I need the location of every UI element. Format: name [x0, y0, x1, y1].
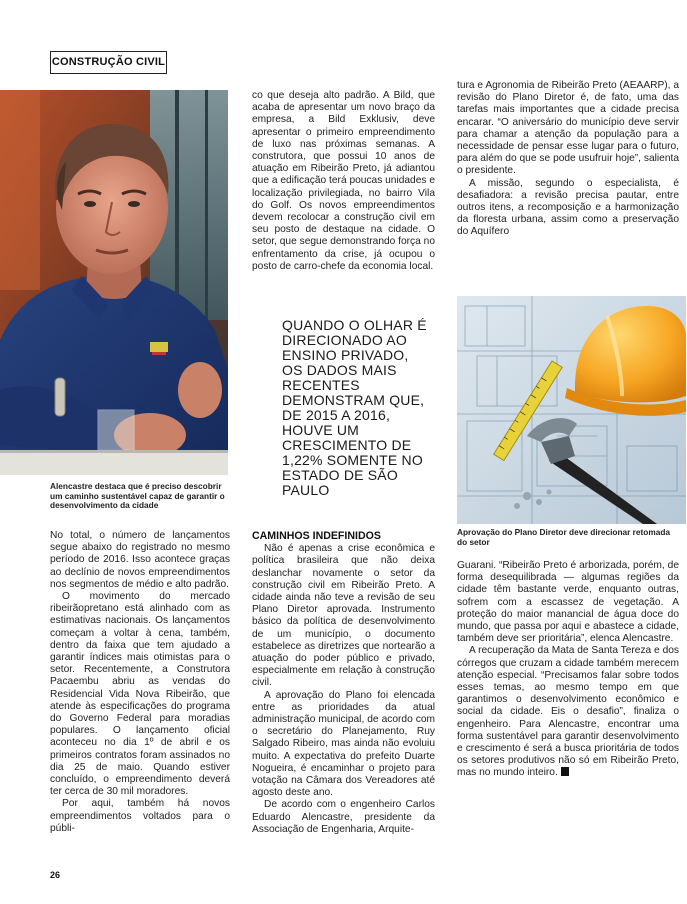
end-of-article-icon	[561, 767, 569, 776]
pull-quote: QUANDO O OLHAR É DIRECIONADO AO ENSINO PRIVADO, OS DADOS MAIS RECENTES DEMONSTRAM QUE, DE 2015 A 2016, HOUVE UM CRESCIMENTO DE 1,22% SOMENTE NO ESTADO DE SÃO PAULO	[282, 317, 427, 498]
paragraph: O movimento do mercado ribeirãopretano está alinhado com as estimativas nacionais. Os lançamentos começam a voltar à cena, também, dentro da faixa que tem ajudado a garantir índices mais otimistas para o setor. Recentemente, a Construtora Pacaembu abriu as vendas do Residencial Vida Nova Ribeirão, que atende às especificações do programa do Governo Federal para moradias populares. O lançamento oficial aconteceu no dia 1º de abril e os primeiros contratos foram assinados no dia 25 de maio. Quando estiver concluído, o empreendimento deverá ter cerca de 30 mil moradores.	[50, 591, 230, 798]
paragraph: tura e Agronomia de Ribeirão Preto (AEAARP), a revisão do Plano Diretor é, de fato, uma das tarefas mais importantes que a cidade precisa encarar. “O aniversário do município deve servir para chamar a atenção da população para a necessidade de pensar esse lugar para o futuro, para além do que se pode usufruir hoje”, salienta o presidente.	[457, 80, 679, 177]
paragraph: Por aqui, também há novos empreendimentos voltados para o públi-	[50, 798, 230, 834]
page-number: 26	[50, 870, 61, 880]
article-col-3-bottom	[457, 560, 679, 780]
paragraph: Guarani. “Ribeirão Preto é arborizada, porém, de forma desequilibrada — algumas regiões da cidade têm bastante verde, enquanto outras, sofrem com a escassez de vegetação. A proteção do maior manancial de água doce do mundo, que passa por aqui e abastece a cidade, também deve ser prioritária”, elenca Alencastre.	[457, 560, 679, 645]
paragraph: A missão, segundo o especialista, é desafiadora: a revisão precisa pautar, entre outros itens, a recomposição e a harmonização da floresta urbana, assim como a preservação do Aquífero	[457, 177, 679, 238]
photo-alencastre	[0, 90, 228, 475]
paragraph: De acordo com o engenheiro Carlos Eduardo Alencastre, presidente da Associação de Engenharia, Arquite-	[252, 799, 435, 835]
article-col-2-top	[252, 90, 435, 273]
article-col-1-bottom	[50, 530, 230, 835]
paragraph	[457, 645, 679, 779]
paragraph: A aprovação do Plano foi elencada entre as prioridades da atual administração municipal, de acordo com o secretário do Planejamento, Ruy Salgado Ribeiro, mas ainda não evoluiu muito. A expectativa do prefeito Duarte Nogueira, é encaminhar o projeto para votação na Câmara dos Vereadores até agosto deste ano.	[252, 689, 435, 799]
paragraph: Não é apenas a crise econômica e política brasileira que não deixa deslanchar novamente o setor da construção civil em Ribeirão Preto. A cidade ainda não teve a revisão de seu Plano Diretor aprovada. Instrumento básico da política de desenvolvimento de um município, o documento estabelece as diretrizes que nortearão a atuação do poder público e privado, especialmente em relação à construção civil.	[252, 543, 435, 689]
paragraph: No total, o número de lançamentos segue abaixo do registrado no mesmo período de 2016. Isso acontece graças ao declínio de novos empreendimentos nos segmentos de médio e alto padrão.	[50, 530, 230, 590]
paragraph-text: A recuperação da Mata de Santa Tereza e dos córregos que cruzam a cidade também merecem atenção especial. “Precisamos falar sobre todos esses temas, ao mesmo tempo em que garantimos o desenvolvimento econômico e social da cidade. Eis o desafio”, finaliza o engenheiro. Para Alencastre, encontrar uma forma sustentável para garantir desenvolvimento e crescimento é será a busca prioritária de todos os setores produtivos não só em Ribeirão Preto, mas no mundo inteiro.	[457, 645, 679, 779]
subheading: CAMINHOS INDEFINIDOS	[252, 530, 381, 542]
photo-construction-plans	[457, 296, 686, 524]
article-col-2-bottom	[252, 530, 435, 836]
caption-photo-person: Alencastre destaca que é preciso descobrir um caminho sustentável capaz de garantir o desenvolvimento da cidade	[50, 481, 225, 510]
section-tag: CONSTRUÇÃO CIVIL	[50, 51, 167, 74]
caption-photo-plans: Aprovação do Plano Diretor deve direcionar retomada do setor	[457, 527, 671, 547]
paragraph: co que deseja alto padrão. A Bild, que acaba de apresentar um novo braço da empresa, a Bild Exklusiv, deve apresentar o primeiro empreendimento de luxo nas próximas semanas. A construtora, que possui 10 anos de atuação em Ribeirão Preto, já adiantou que a edificação terá poucas unidades e localização privilegiada, no bairro Vila do Golf. Os novos empreendimentos devem recolocar a construção civil em seu posto de destaque na cidade. O setor, que segue demonstrando força no enfrentamento da crise, já ocupou o posto de carro-chefe da economia local.	[252, 90, 435, 272]
article-col-3-top	[457, 80, 679, 239]
